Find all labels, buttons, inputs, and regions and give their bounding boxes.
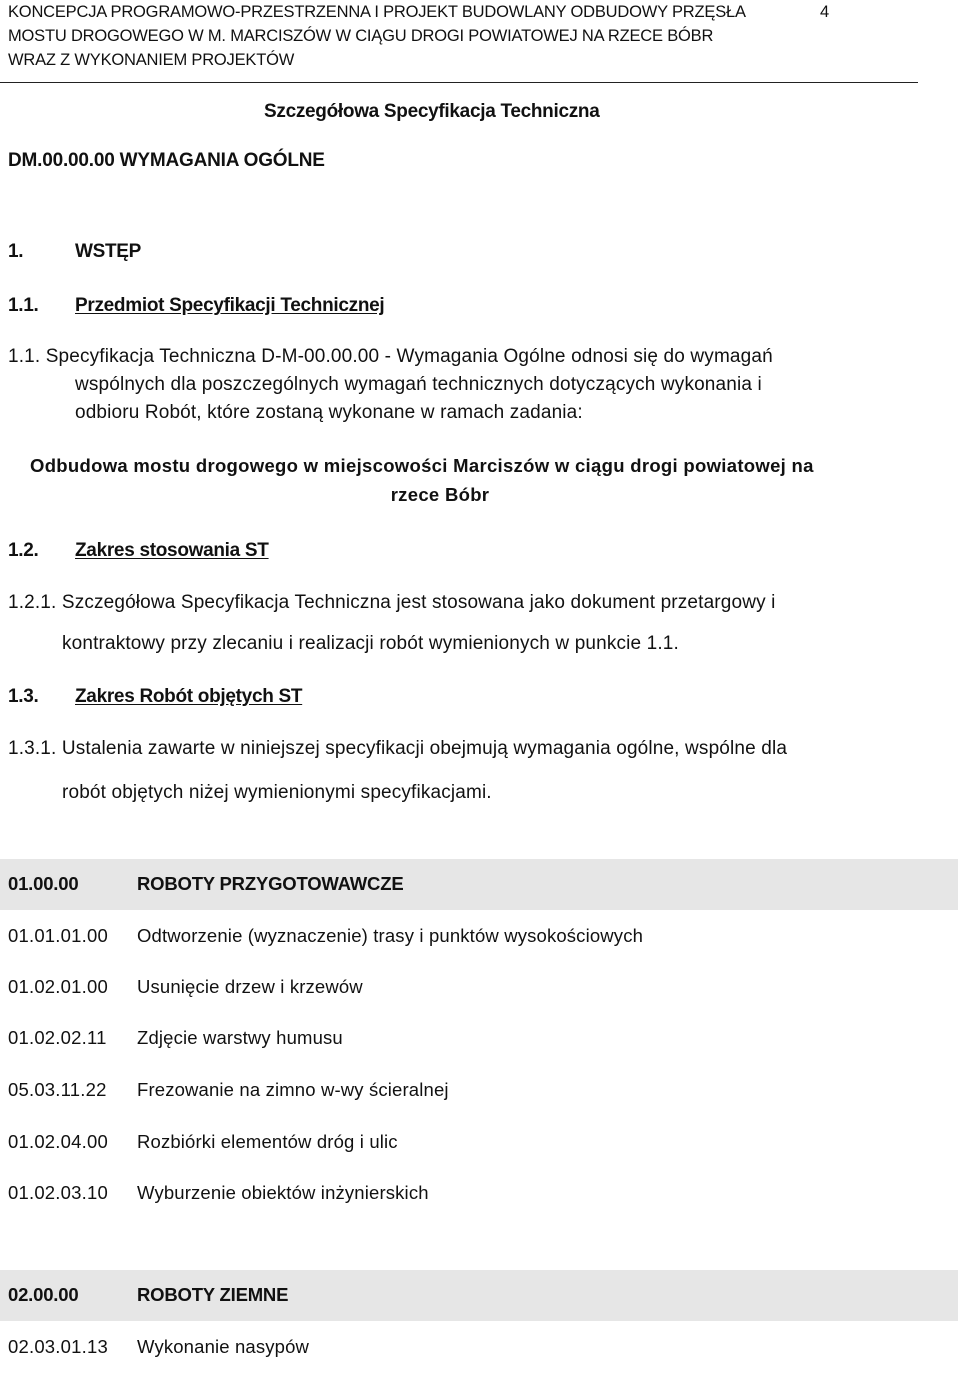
heading-1-2-number: 1.2. [8,540,39,561]
paragraph-1-3-1-line-2: robót objętych niżej wymienionymi specyfikacjami. [62,782,492,803]
paragraph-1-2-1-line-1: 1.2.1. Szczegółowa Specyfikacja Techniczna jest stosowana jako dokument przetargowy i [8,592,776,613]
spec-code: 05.03.11.22 [8,1079,107,1100]
spec-code: 01.02.03.10 [8,1182,108,1203]
document-title: Szczegółowa Specyfikacja Techniczna [264,101,600,122]
spec-group-row [0,1270,958,1321]
spec-row [0,1168,958,1219]
heading-1-1-title: Przedmiot Specyfikacji Technicznej [75,295,385,316]
spec-row [0,1322,958,1373]
spec-row [0,1013,958,1064]
spec-name: ROBOTY ZIEMNE [137,1284,289,1305]
spec-row [0,911,958,962]
spec-row [0,962,958,1013]
paragraph-1-2-1-line-2: kontraktowy przy zlecaniu i realizacji robót wymienionych w punkcie 1.1. [62,633,679,654]
paragraph-1-1-line-1: 1.1. Specyfikacja Techniczna D-M-00.00.00 - Wymagania Ogólne odnosi się do wymagań [8,346,773,367]
spec-code: 02.03.01.13 [8,1336,108,1357]
spec-code: 01.00.00 [8,873,79,894]
heading-1-number: 1. [8,241,24,262]
page-number: 4 [820,3,830,21]
spec-code: 01.02.02.11 [8,1027,107,1048]
spec-name: ROBOTY PRZYGOTOWAWCZE [137,873,404,894]
spec-row [0,1065,958,1116]
spec-name: Frezowanie na zimno w-wy ścieralnej [137,1079,449,1100]
header-line-3: WRAZ Z WYKONANIEM PROJEKTÓW [8,51,295,69]
spec-name: Rozbiórki elementów dróg i ulic [137,1131,398,1152]
spec-row [0,1117,958,1168]
heading-1-3-title: Zakres Robót objętych ST [75,686,303,707]
running-header [8,0,808,72]
spec-name: Usunięcie drzew i krzewów [137,976,363,997]
spec-code: 01.02.04.00 [8,1131,108,1152]
spec-group-row [0,859,958,910]
header-divider [0,82,918,83]
header-line-1: KONCEPCJA PROGRAMOWO-PRZESTRZENNA I PROJEKT BUDOWLANY ODBUDOWY PRZĘSŁA [8,3,746,21]
task-title-line-1: Odbudowa mostu drogowego w miejscowości Marciszów w ciągu drogi powiatowej na [30,455,814,476]
paragraph-1-3-1-line-1: 1.3.1. Ustalenia zawarte w niniejszej specyfikacji obejmują wymagania ogólne, wspólne dla [8,738,788,759]
spec-name: Odtworzenie (wyznaczenie) trasy i punktów wysokościowych [137,925,644,946]
spec-code: 01.01.01.00 [8,925,108,946]
paragraph-1-1-line-3: odbioru Robót, które zostaną wykonane w ramach zadania: [75,402,583,423]
spec-code: 01.02.01.00 [8,976,108,997]
heading-1-2-title: Zakres stosowania ST [75,540,269,561]
paragraph-1-1-line-2: wspólnych dla poszczególnych wymagań technicznych dotyczących wykonania i [75,374,762,395]
heading-1-3-number: 1.3. [8,686,39,707]
heading-1-1-number: 1.1. [8,295,39,316]
header-line-2: MOSTU DROGOWEGO W M. MARCISZÓW W CIĄGU DROGI POWIATOWEJ NA RZECE BÓBR [8,27,714,45]
spec-name: Wykonanie nasypów [137,1336,310,1357]
task-title-line-2: rzece Bóbr [390,484,490,505]
heading-1-title: WSTĘP [75,241,142,262]
spec-name: Wyburzenie obiektów inżynierskich [137,1182,429,1203]
spec-code: 02.00.00 [8,1284,79,1305]
section-code-title: DM.00.00.00 WYMAGANIA OGÓLNE [8,150,325,171]
spec-name: Zdjęcie warstwy humusu [137,1027,343,1048]
